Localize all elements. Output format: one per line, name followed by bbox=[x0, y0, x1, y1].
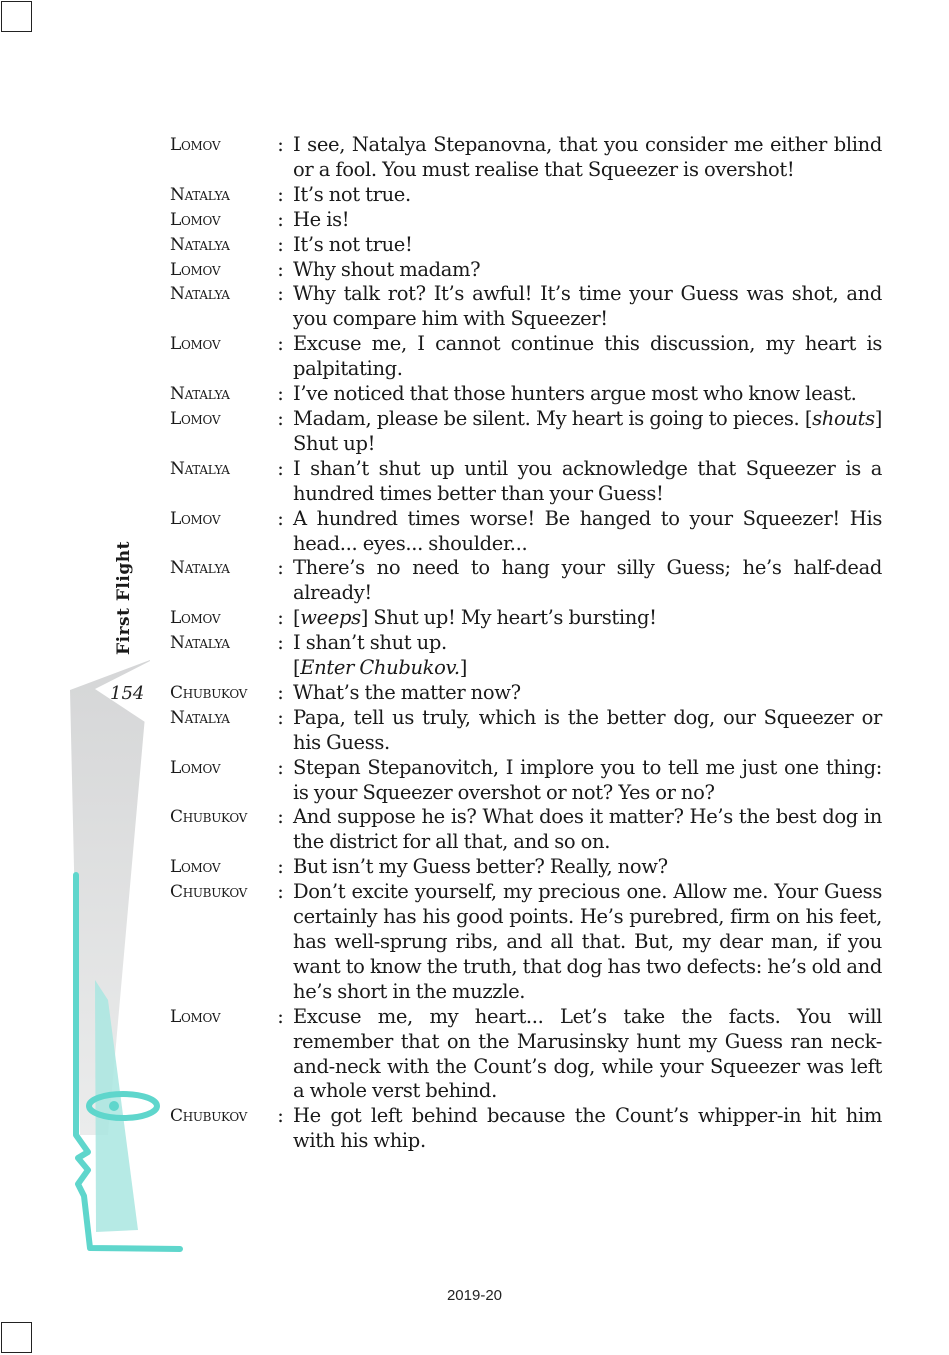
speaker-separator: : bbox=[277, 805, 284, 829]
speech-fragment: ] bbox=[459, 656, 468, 680]
speech-fragment: [ bbox=[293, 606, 301, 630]
speech-fragment: Excuse me, I cannot continue this discussion, my heart is palpitating. bbox=[293, 332, 882, 381]
speaker-name: Lomov bbox=[170, 508, 221, 529]
speaker-separator: : bbox=[277, 506, 284, 530]
dialogue-line bbox=[170, 457, 882, 507]
speech-text bbox=[293, 1005, 882, 1105]
speaker-separator: : bbox=[277, 1004, 284, 1028]
stage-direction-text: shouts bbox=[812, 406, 875, 430]
dialogue-line bbox=[170, 606, 882, 631]
speech-text bbox=[293, 282, 882, 332]
speaker-separator: : bbox=[277, 755, 284, 779]
speech-fragment: I’ve noticed that those hunters argue most who know least. bbox=[293, 382, 857, 406]
dialogue-line bbox=[170, 208, 882, 233]
speech-text bbox=[293, 133, 882, 183]
speech-fragment: I shan’t shut up. bbox=[293, 631, 447, 655]
speaker-name: Natalya bbox=[170, 558, 230, 579]
speaker-separator: : bbox=[277, 332, 284, 356]
speech-fragment: I see, Natalya Stepanovna, that you consider me either blind or a fool. You must realise that Squeezer is overshot! bbox=[293, 133, 882, 181]
speech-fragment: Madam, please be silent. My heart is going to pieces. [ bbox=[293, 406, 813, 430]
speech-text bbox=[293, 382, 882, 407]
speaker-name: Chubukov bbox=[170, 1106, 248, 1127]
speech-text bbox=[293, 880, 882, 1005]
dialogue-line bbox=[170, 233, 882, 258]
dialogue-line bbox=[170, 1005, 882, 1105]
speaker-separator: : bbox=[277, 232, 284, 256]
speech-fragment: I shan’t shut up until you acknowledge that Squeezer is a hundred times better than your Guess! bbox=[293, 456, 882, 505]
dialogue-line bbox=[170, 282, 882, 332]
speaker-separator: : bbox=[277, 1104, 284, 1128]
speaker-name: Chubukov bbox=[170, 682, 248, 703]
speech-fragment: [ bbox=[293, 656, 301, 680]
speech-fragment: He got left behind because the Count’s whipper-in hit him with his whip. bbox=[293, 1104, 882, 1153]
dialogue-line bbox=[170, 183, 882, 208]
dialogue-line bbox=[170, 1104, 882, 1154]
eye-pupil bbox=[109, 1101, 119, 1111]
speech-text bbox=[293, 656, 882, 681]
dialogue-line bbox=[170, 133, 882, 183]
speaker-separator: : bbox=[277, 556, 284, 580]
footer-year: 2019-20 bbox=[446, 1287, 503, 1304]
speaker-name: Lomov bbox=[170, 209, 221, 230]
speech-fragment: Excuse me, my heart... Let’s take the facts. You will remember that on the Marusinsky hunt my Guess ran neck-and-neck with the Count’s dog, while your Squeezer was left a whole verst behind. bbox=[293, 1004, 882, 1103]
speech-fragment: Don’t excite yourself, my precious one. Allow me. Your Guess certainly has his good points. He’s purebred, firm on his feet, has well-sprung ribs, and all that. But, my dear man, if you want to know the truth, that dog has two defects: he’s old and he’s short in the muzzle. bbox=[293, 880, 882, 1003]
stage-direction bbox=[170, 656, 882, 681]
speech-fragment: What’s the matter now? bbox=[293, 680, 521, 704]
speaker-name: Natalya bbox=[170, 234, 230, 255]
speech-text bbox=[293, 332, 882, 382]
dialogue-line bbox=[170, 258, 882, 283]
dialogue-line bbox=[170, 332, 882, 382]
speech-fragment: ] Shut up! bbox=[293, 406, 882, 455]
speaker-name: Lomov bbox=[170, 259, 221, 280]
dialogue-line bbox=[170, 681, 882, 706]
speaker-separator: : bbox=[277, 133, 284, 156]
dialogue-line bbox=[170, 805, 882, 855]
dialogue-line bbox=[170, 382, 882, 407]
speaker-separator: : bbox=[277, 680, 284, 704]
speech-text bbox=[293, 606, 882, 631]
speaker-separator: : bbox=[277, 282, 284, 306]
speech-fragment: It’s not true. bbox=[293, 182, 411, 206]
speech-text bbox=[293, 631, 882, 656]
speaker-separator: : bbox=[277, 257, 284, 281]
speaker-name: Natalya bbox=[170, 458, 230, 479]
speaker-name: Natalya bbox=[170, 184, 230, 205]
speech-fragment: Why talk rot? It’s awful! It’s time your Guess was shot, and you compare him with Squeezer! bbox=[293, 282, 882, 331]
speech-text bbox=[293, 208, 882, 233]
speaker-separator: : bbox=[277, 855, 284, 879]
speech-text bbox=[293, 233, 882, 258]
speech-fragment: It’s not true! bbox=[293, 232, 413, 256]
speech-text bbox=[293, 183, 882, 208]
speaker-name: Chubukov bbox=[170, 882, 248, 903]
speaker-name: Lomov bbox=[170, 608, 221, 629]
speaker-name: Lomov bbox=[170, 408, 221, 429]
stage-direction-text: Enter Chubukov. bbox=[300, 656, 460, 680]
speaker-separator: : bbox=[277, 406, 284, 430]
speaker-name: Lomov bbox=[170, 857, 221, 878]
speech-fragment: But isn’t my Guess better? Really, now? bbox=[293, 855, 668, 879]
speaker-name: Lomov bbox=[170, 1006, 221, 1027]
page-number: 154 bbox=[110, 683, 145, 704]
speech-text bbox=[293, 756, 882, 806]
speaker-separator: : bbox=[277, 182, 284, 206]
speech-text bbox=[293, 706, 882, 756]
speech-fragment: A hundred times worse! Be hanged to your Squeezer! His head... eyes... shoulder... bbox=[293, 506, 882, 555]
book-title: First Flight bbox=[114, 541, 134, 655]
dialogue-line bbox=[170, 631, 882, 656]
speech-fragment: Papa, tell us truly, which is the better dog, our Squeezer or his Guess. bbox=[293, 705, 882, 754]
speaker-name: Lomov bbox=[170, 757, 221, 778]
speaker-separator: : bbox=[277, 880, 284, 904]
play-dialogue bbox=[170, 133, 882, 1154]
speaker-name: Lomov bbox=[170, 334, 221, 355]
speech-fragment: There’s no need to hang your silly Guess; he’s half-dead already! bbox=[293, 556, 882, 605]
speech-text bbox=[293, 457, 882, 507]
speech-fragment: And suppose he is? What does it matter? He’s the best dog in the district for all that, and so on. bbox=[293, 805, 882, 854]
dialogue-line bbox=[170, 407, 882, 457]
speech-fragment: ] Shut up! My heart’s bursting! bbox=[360, 606, 657, 630]
speaker-separator: : bbox=[277, 631, 284, 655]
dialogue-line bbox=[170, 706, 882, 756]
dialogue-line bbox=[170, 556, 882, 606]
speech-text bbox=[293, 1104, 882, 1154]
speech-text bbox=[293, 805, 882, 855]
speech-text bbox=[293, 855, 882, 880]
speech-text bbox=[293, 258, 882, 283]
speech-text bbox=[293, 681, 882, 706]
speaker-separator: : bbox=[277, 705, 284, 729]
speaker-separator: : bbox=[277, 606, 284, 630]
dialogue-line bbox=[170, 855, 882, 880]
speaker-name: Lomov bbox=[170, 135, 221, 155]
speaker-name: Natalya bbox=[170, 707, 230, 728]
speech-fragment: Stepan Stepanovitch, I implore you to tell me just one thing: is your Squeezer overshot or not? Yes or no? bbox=[293, 755, 882, 804]
speaker-separator: : bbox=[277, 456, 284, 480]
speech-text bbox=[293, 556, 882, 606]
speech-fragment: He is! bbox=[293, 207, 350, 231]
speech-text bbox=[293, 507, 882, 557]
speaker-separator: : bbox=[277, 207, 284, 231]
speech-text bbox=[293, 407, 882, 457]
speaker-name: Natalya bbox=[170, 384, 230, 405]
speaker-name: Natalya bbox=[170, 633, 230, 654]
speech-fragment: Why shout madam? bbox=[293, 257, 481, 281]
speaker-separator: : bbox=[277, 382, 284, 406]
speaker-name: Natalya bbox=[170, 284, 230, 305]
dialogue-line bbox=[170, 756, 882, 806]
stage-direction-text: weeps bbox=[300, 606, 361, 630]
dialogue-line bbox=[170, 880, 882, 1005]
speaker-name: Chubukov bbox=[170, 807, 248, 828]
dialogue-line bbox=[170, 507, 882, 557]
